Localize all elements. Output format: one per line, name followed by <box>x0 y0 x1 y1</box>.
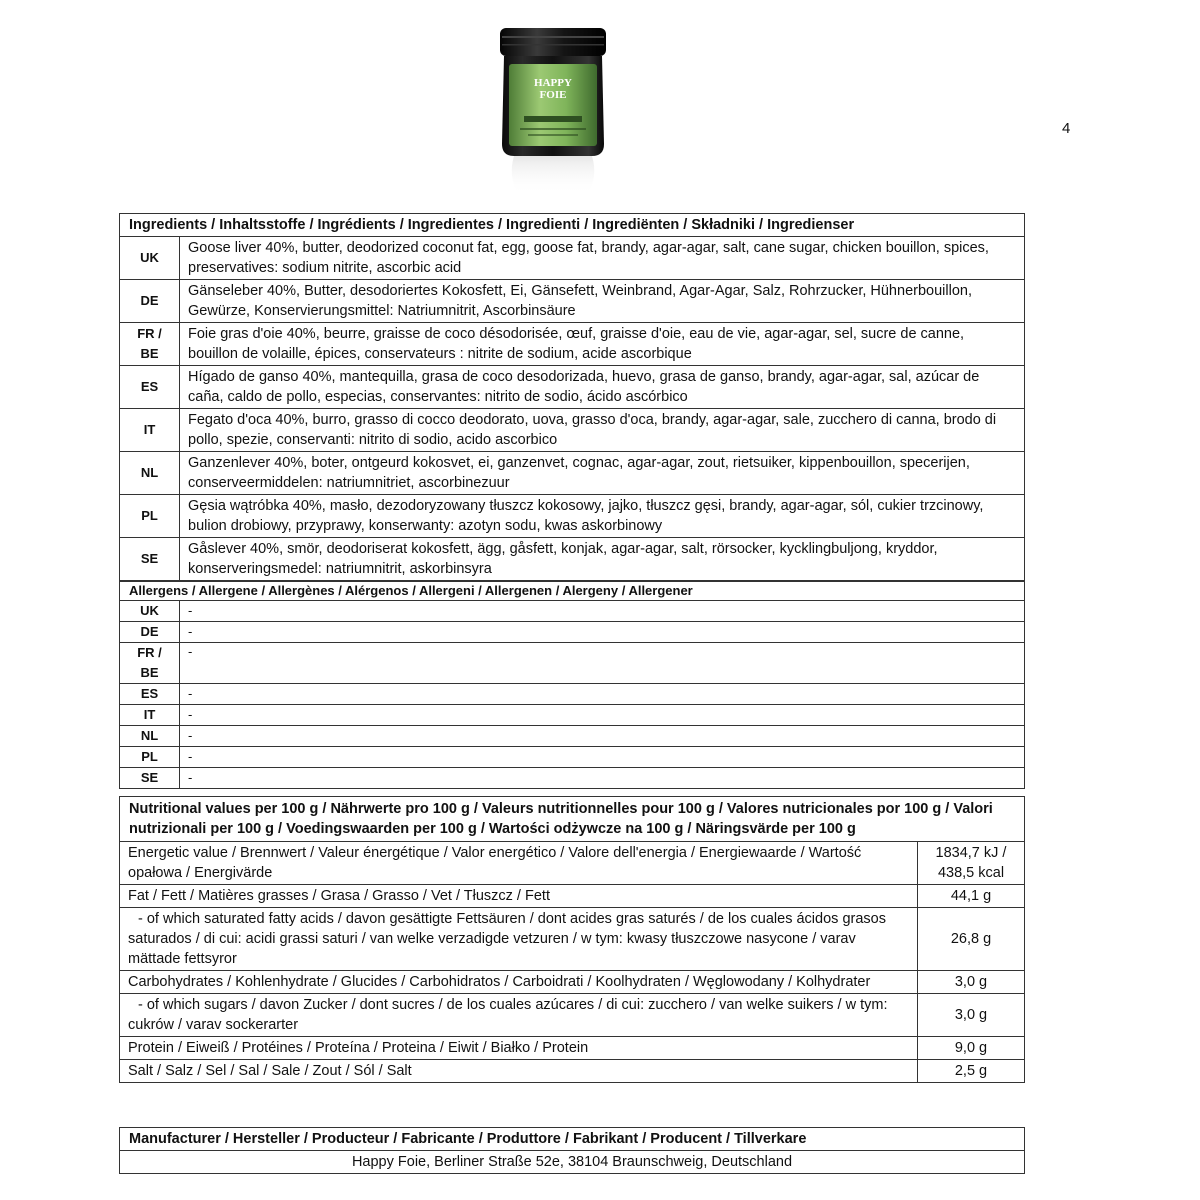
nutrient-label <box>120 908 918 971</box>
language-code: FR / BE <box>120 643 180 684</box>
ingredient-row-es <box>120 366 1025 409</box>
language-code: FR / BE <box>120 323 180 366</box>
nutrient-value: 44,1 g <box>917 885 1024 908</box>
product-jar-image <box>498 26 608 196</box>
ingredient-row-se <box>120 538 1025 582</box>
language-code: ES <box>120 366 180 409</box>
language-code: ES <box>120 684 180 705</box>
ingredient-text: Hígado de ganso 40%, mantequilla, grasa de coco desodorizada, huevo, grasa de ganso, brandy, agar-agar, sal, azúcar de caña, caldo de pollo, especias, conservantes: nitrito de sodio, ácido ascórbico <box>180 366 1025 409</box>
language-code: PL <box>120 495 180 538</box>
allergen-text: - <box>180 601 1025 622</box>
nutrient-value: 2,5 g <box>917 1060 1024 1083</box>
allergen-text: - <box>180 768 1025 789</box>
ingredient-text: Gänseleber 40%, Butter, desodoriertes Kokosfett, Ei, Gänsefett, Weinbrand, Agar-Agar, Salz, Rohrzucker, Hühnerbouillon, Gewürze, Konservierungsmittel: Natriumnitrit, Ascorbinsäure <box>180 280 1025 323</box>
nutrition-row-fat <box>120 885 1025 908</box>
jar-brand-line2: FOIE <box>539 89 567 101</box>
allergen-text: - <box>180 622 1025 643</box>
ingredient-text: Gåslever 40%, smör, deodoriserat kokosfett, ägg, gåsfett, konjak, agar-agar, salt, rörsocker, kycklingbuljong, kryddor, konserveringsmedel: natriumnitrit, askorbinsyra <box>180 538 1025 582</box>
allergen-text: - <box>180 705 1025 726</box>
nutrition-row-sugars <box>120 994 1025 1037</box>
jar-icon <box>498 26 608 196</box>
allergen-row-se <box>120 768 1025 789</box>
nutrition-row-saturated <box>120 908 1025 971</box>
nutrient-label-text: - of which saturated fatty acids / davon gesättigte Fettsäuren / dont acides gras saturés / de los cuales ácidos grasos saturados / di cui: acidi grassi saturi / van welke verzadigde vetzuren / w tym: kwasy tłuszczowe nasycone / varav mättade fettsyror <box>128 911 886 967</box>
nutrient-value: 9,0 g <box>917 1037 1024 1060</box>
nutrient-label: Fat / Fett / Matières grasses / Grasa / Grasso / Vet / Tłuszcz / Fett <box>120 885 918 908</box>
allergen-row-fr-be <box>120 643 1025 684</box>
language-code: NL <box>120 726 180 747</box>
language-code: SE <box>120 768 180 789</box>
ingredients-allergens-table <box>119 213 1025 789</box>
ingredient-row-de <box>120 280 1025 323</box>
language-code: UK <box>120 601 180 622</box>
ingredient-row-it <box>120 409 1025 452</box>
language-code: IT <box>120 409 180 452</box>
language-code: NL <box>120 452 180 495</box>
page-number: 4 <box>1062 120 1071 137</box>
nutrient-value: 26,8 g <box>917 908 1024 971</box>
language-code: DE <box>120 280 180 323</box>
ingredient-row-uk <box>120 237 1025 280</box>
nutrient-label <box>120 994 918 1037</box>
allergen-row-es <box>120 684 1025 705</box>
allergen-text: - <box>180 684 1025 705</box>
jar-brand-line1: HAPPY <box>534 77 572 89</box>
language-code: PL <box>120 747 180 768</box>
nutrition-table <box>119 796 1025 1083</box>
nutrient-value: 1834,7 kJ / 438,5 kcal <box>917 842 1024 885</box>
allergen-text: - <box>180 747 1025 768</box>
allergens-header: Allergens / Allergene / Allergènes / Alérgenos / Allergeni / Allergenen / Alergeny / Allergener <box>120 581 1025 601</box>
allergen-row-nl <box>120 726 1025 747</box>
allergen-text: - <box>180 726 1025 747</box>
ingredients-header: Ingredients / Inhaltsstoffe / Ingrédients / Ingredientes / Ingredienti / Ingrediënten / Składniki / Ingredienser <box>120 214 1025 237</box>
manufacturer-address: Happy Foie, Berliner Straße 52e, 38104 Braunschweig, Deutschland <box>120 1151 1025 1174</box>
manufacturer-table <box>119 1127 1025 1174</box>
ingredient-text: Foie gras d'oie 40%, beurre, graisse de coco désodorisée, œuf, graisse d'oie, eau de vie, agar-agar, sel, sucre de canne, bouillon de volaille, épices, conservateurs : nitrite de sodium, acide ascorbique <box>180 323 1025 366</box>
ingredient-text: Goose liver 40%, butter, deodorized coconut fat, egg, goose fat, brandy, agar-agar, salt, cane sugar, chicken bouillon, spices, preservatives: sodium nitrite, ascorbic acid <box>180 237 1025 280</box>
nutrition-row-carbohydrates <box>120 971 1025 994</box>
ingredient-text: Fegato d'oca 40%, burro, grasso di cocco deodorato, uova, grasso d'oca, brandy, agar-agar, sale, zucchero di canna, brodo di pollo, spezie, conservanti: nitrito di sodio, acido ascorbico <box>180 409 1025 452</box>
ingredient-text: Ganzenlever 40%, boter, ontgeurd kokosvet, ei, ganzenvet, cognac, agar-agar, zout, rietsuiker, kippenbouillon, specerijen, conserveermiddelen: natriumnitriet, ascorbinezuur <box>180 452 1025 495</box>
nutrient-value: 3,0 g <box>917 971 1024 994</box>
nutrient-label-text: - of which sugars / davon Zucker / dont sucres / de los cuales azúcares / di cui: zucchero / van welke suikers / w tym: cukrów / varav sockerarter <box>128 997 888 1033</box>
allergen-row-uk <box>120 601 1025 622</box>
nutrient-label: Energetic value / Brennwert / Valeur énergétique / Valor energético / Valore dell'energia / Energiewaarde / Wartość opałowa / Energivärde <box>120 842 918 885</box>
nutrition-row-energy <box>120 842 1025 885</box>
allergen-row-it <box>120 705 1025 726</box>
language-code: UK <box>120 237 180 280</box>
language-code: IT <box>120 705 180 726</box>
nutrient-label: Protein / Eiweiß / Protéines / Proteína / Proteina / Eiwit / Białko / Protein <box>120 1037 918 1060</box>
nutrition-row-salt <box>120 1060 1025 1083</box>
nutrient-label: Salt / Salz / Sel / Sal / Sale / Zout / Sól / Salt <box>120 1060 918 1083</box>
nutrition-header: Nutritional values per 100 g / Nährwerte pro 100 g / Valeurs nutritionnelles pour 100 g / Valores nutricionales por 100 g / Valori nutrizionali per 100 g / Voedingswaarden per 100 g / Wartości odżywcze na 100 g / Näringsvärde per 100 g <box>120 797 1025 842</box>
language-code: SE <box>120 538 180 582</box>
nutrition-row-protein <box>120 1037 1025 1060</box>
allergen-row-de <box>120 622 1025 643</box>
ingredient-text: Gęsia wątróbka 40%, masło, dezodoryzowany tłuszcz kokosowy, jajko, tłuszcz gęsi, brandy, agar-agar, sól, cukier trzcinowy, bulion drobiowy, przyprawy, konserwanty: azotyn sodu, kwas askorbinowy <box>180 495 1025 538</box>
ingredient-row-fr-be <box>120 323 1025 366</box>
nutrient-value: 3,0 g <box>917 994 1024 1037</box>
allergen-row-pl <box>120 747 1025 768</box>
language-code: DE <box>120 622 180 643</box>
ingredient-row-pl <box>120 495 1025 538</box>
ingredient-row-nl <box>120 452 1025 495</box>
allergen-text: - <box>180 643 1025 684</box>
nutrient-label: Carbohydrates / Kohlenhydrate / Glucides / Carbohidratos / Carboidrati / Koolhydraten / Węglowodany / Kolhydrater <box>120 971 918 994</box>
manufacturer-header: Manufacturer / Hersteller / Producteur / Fabricante / Produttore / Fabrikant / Producent / Tillverkare <box>120 1128 1025 1151</box>
